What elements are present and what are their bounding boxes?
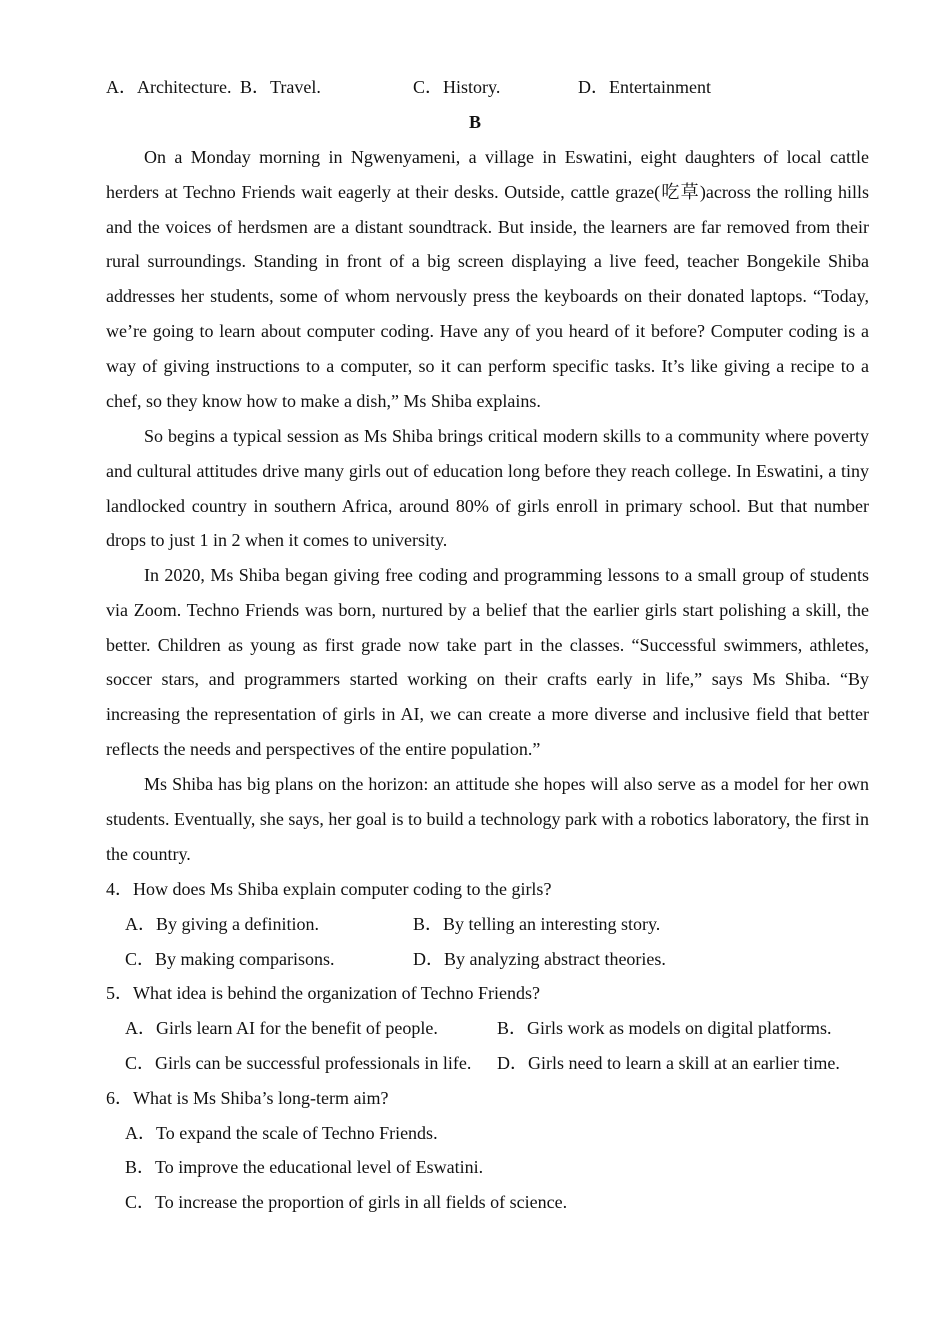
question-4-option-c[interactable]: C．By making comparisons. [125,949,335,969]
prev-option-c: C．History. [413,77,501,97]
prev-option-d: D．Entertainment [578,77,711,97]
question-6-option-b[interactable]: B．To improve the educational level of Eswatini. [125,1157,484,1177]
question-6-option-a[interactable]: A．To expand the scale of Techno Friends. [125,1123,438,1143]
question-5-option-a[interactable]: A．Girls learn AI for the benefit of people. [125,1018,438,1038]
question-6-option-c[interactable]: C．To increase the proportion of girls in all fields of science. [125,1192,568,1212]
question-5-option-d[interactable]: D．Girls need to learn a skill at an earlier time. [497,1053,840,1073]
question-5-option-b[interactable]: B．Girls work as models on digital platforms. [497,1018,832,1038]
question-4-stem: 4．How does Ms Shiba explain computer coding to the girls? [106,879,552,899]
passage-paragraph-2: So begins a typical session as Ms Shiba brings critical modern skills to a community where poverty and cultural attitudes drive many girls out of education long before they reach college. In Eswatini, a tiny landlocked country in southern Africa, around 80% of girls enroll in primary school. But that number drops to just 1 in 2 when it comes to university. [106,426,869,551]
section-heading: B [468,112,481,132]
question-4-option-b[interactable]: B．By telling an interesting story. [413,914,661,934]
question-5-option-c[interactable]: C．Girls can be successful professionals in life. [125,1053,472,1073]
passage-paragraph-1: On a Monday morning in Ngwenyameni, a village in Eswatini, eight daughters of local cattle herders at Techno Friends wait eagerly at their desks. Outside, cattle graze(吃草)across the rolling hills and the voices of herdsmen are a distant soundtrack. But inside, the learners are far removed from their rural surroundings. Standing in front of a big screen displaying a live feed, teacher Bongekile Shiba addresses her students, some of whom nervously press the keyboards on their donated laptops. “Today, we’re going to learn about computer coding. Have any of you heard of it before? Computer coding is a way of giving instructions to a computer, so it can perform specific tasks. It’s like giving a recipe to a chef, so they know how to make a dish,” Ms Shiba explains. [106,147,869,411]
question-4-option-a[interactable]: A．By giving a definition. [125,914,319,934]
passage-paragraph-3: In 2020, Ms Shiba began giving free coding and programming lessons to a small group of students via Zoom. Techno Friends was born, nurtured by a belief that the earlier girls start polishing a skill, the better. Children as young as first grade now take part in the classes. “Successful swimmers, athletes, soccer stars, and programmers started working on their crafts early in life,” says Ms Shiba. “By increasing the representation of girls in AI, we can create a more diverse and inclusive field that better reflects the needs and perspectives of the entire population.” [106,565,869,759]
question-6-stem: 6．What is Ms Shiba’s long-term aim? [106,1088,389,1108]
question-5-stem: 5．What idea is behind the organization of Techno Friends? [106,983,540,1003]
question-4-option-d[interactable]: D．By analyzing abstract theories. [413,949,666,969]
passage-paragraph-4: Ms Shiba has big plans on the horizon: an attitude she hopes will also serve as a model for her own students. Eventually, she says, her goal is to build a technology park with a robotics laboratory, the first in the country. [106,774,869,864]
prev-option-b: B．Travel. [240,77,321,97]
prev-option-a: A．Architecture. [106,77,232,97]
